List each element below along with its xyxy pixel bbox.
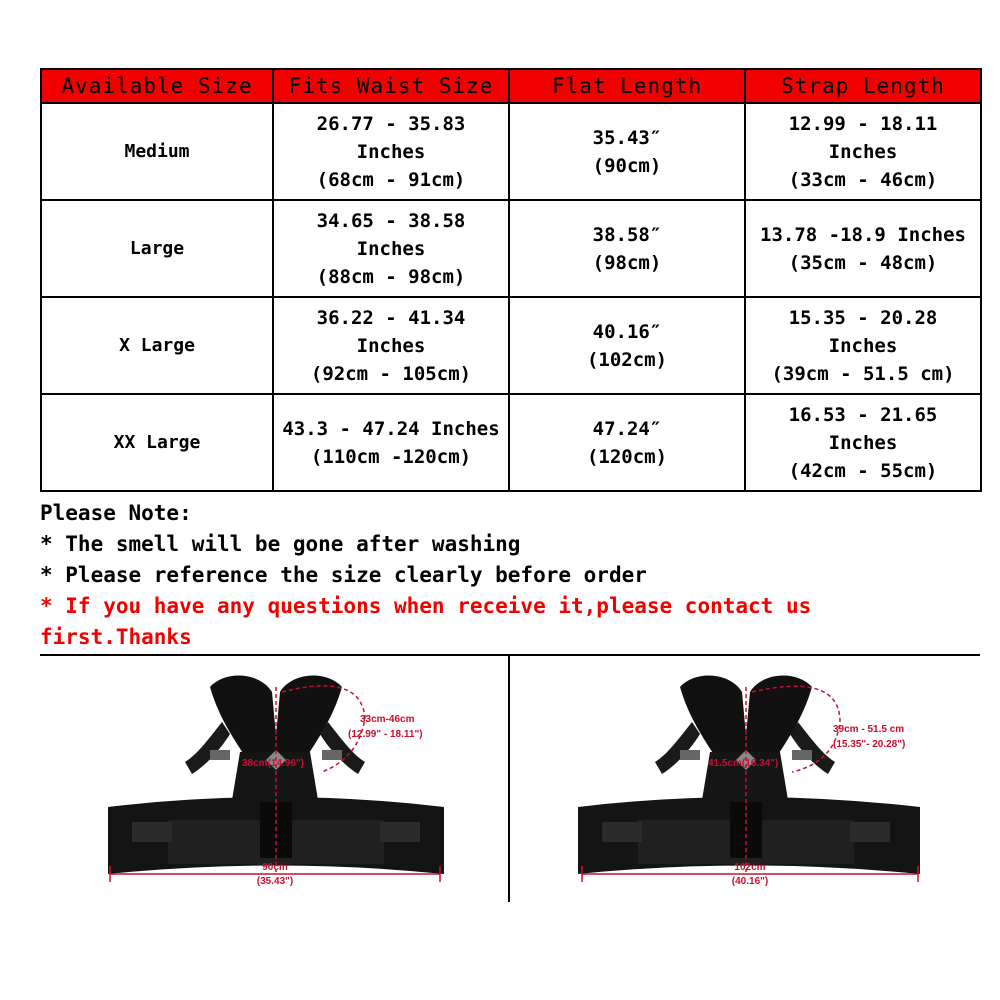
- flat-length-cell-line: 35.43″: [592, 126, 662, 149]
- size-name: XX Large: [41, 394, 273, 491]
- strap-length-cm-label: 39cm - 51.5 cm: [833, 724, 905, 735]
- waist-size-cell-line: 43.3 - 47.24 Inches: [282, 417, 500, 440]
- header-available-size: Available Size: [41, 69, 273, 103]
- strap-length-cell-line: 12.99 - 18.11: [788, 112, 938, 135]
- table-row: [41, 103, 981, 200]
- waist-size-cell: [273, 394, 509, 491]
- strap-length-cell-line: Inches: [828, 334, 898, 357]
- waist-size-cell-line: (110cm -120cm): [310, 445, 472, 468]
- vertical-divider: [508, 656, 510, 902]
- table-row: [41, 200, 981, 297]
- strap-length-inch-label: (15.35"- 20.28"): [833, 739, 906, 750]
- posture-brace-illustration-left: [60, 662, 500, 902]
- strap-length-cell: [745, 394, 981, 491]
- strap-length-cell-line: Inches: [828, 140, 898, 163]
- header-flat-length: Flat Length: [509, 69, 745, 103]
- strap-length-cell: [745, 200, 981, 297]
- flat-length-cell: [509, 394, 745, 491]
- strap-length-cell-line: (35cm - 48cm): [788, 251, 938, 274]
- strap-length-cell: [745, 297, 981, 394]
- note-reference-size: * Please reference the size clearly before order: [40, 563, 647, 587]
- flat-length-inch-label: (40.16"): [731, 876, 769, 887]
- flat-length-cell-line: 47.24″: [592, 417, 662, 440]
- flat-length-cell-line: (102cm): [586, 348, 668, 371]
- notes-section: [40, 498, 980, 653]
- table-row: [41, 394, 981, 491]
- strap-length-cell: [745, 103, 981, 200]
- flat-length-cm-label: 102cm: [734, 862, 766, 873]
- table-row: [41, 297, 981, 394]
- note-contact-line1: * If you have any questions when receive it,please contact us: [40, 594, 812, 618]
- strap-length-cell-line: 16.53 - 21.65: [788, 403, 938, 426]
- flat-length-cell-line: (120cm): [586, 445, 668, 468]
- brace-graphic: [578, 676, 920, 874]
- strap-length-cell-line: (39cm - 51.5 cm): [771, 362, 955, 385]
- flat-length-cell-line: (98cm): [592, 251, 662, 274]
- note-smell: * The smell will be gone after washing: [40, 532, 521, 556]
- strap-length-cell-line: 15.35 - 20.28: [788, 306, 938, 329]
- flat-length-inch-label: (35.43"): [256, 876, 294, 887]
- flat-length-cm-label: 90cm: [262, 862, 288, 873]
- size-name: Medium: [41, 103, 273, 200]
- waist-size-cell-line: Inches: [356, 140, 426, 163]
- size-chart-table: [40, 68, 982, 492]
- table-header-row: [41, 69, 981, 103]
- waist-size-cell: [273, 297, 509, 394]
- size-name: Large: [41, 200, 273, 297]
- posture-brace-illustration-right: [530, 662, 970, 902]
- flat-length-cell-line: 40.16″: [592, 320, 662, 343]
- notes-title: Please Note:: [40, 501, 192, 525]
- waist-size-cell-line: (88cm - 98cm): [316, 265, 466, 288]
- flat-length-cell-line: 38.58″: [592, 223, 662, 246]
- flat-height-label: 38cm(14.96"): [242, 758, 305, 769]
- table-body: [41, 103, 981, 491]
- waist-size-cell-line: (92cm - 105cm): [310, 362, 472, 385]
- strap-length-cell-line: Inches: [828, 431, 898, 454]
- horizontal-divider: [40, 654, 980, 656]
- waist-size-cell-line: (68cm - 91cm): [316, 168, 466, 191]
- waist-size-cell: [273, 200, 509, 297]
- strap-length-cm-label: 33cm-46cm: [360, 714, 415, 725]
- size-name: X Large: [41, 297, 273, 394]
- flat-length-cell-line: (90cm): [592, 154, 662, 177]
- strap-length-cell-line: (42cm - 55cm): [788, 459, 938, 482]
- waist-size-cell-line: 36.22 - 41.34: [316, 306, 466, 329]
- flat-length-cell: [509, 297, 745, 394]
- waist-size-cell-line: Inches: [356, 237, 426, 260]
- strap-length-inch-label: (12.99" - 18.11"): [348, 729, 423, 740]
- strap-length-cell-line: (33cm - 46cm): [788, 168, 938, 191]
- strap-length-cell-line: 13.78 -18.9 Inches: [760, 223, 966, 246]
- waist-size-cell: [273, 103, 509, 200]
- waist-size-cell-line: Inches: [356, 334, 426, 357]
- waist-size-cell-line: 34.65 - 38.58: [316, 209, 466, 232]
- header-strap-length: Strap Length: [745, 69, 981, 103]
- waist-size-cell-line: 26.77 - 35.83: [316, 112, 466, 135]
- header-fits-waist-size: Fits Waist Size: [273, 69, 509, 103]
- flat-length-cell: [509, 200, 745, 297]
- note-contact-line2: first.Thanks: [40, 625, 192, 649]
- flat-height-label: 41.5cm(16.34"): [708, 758, 779, 769]
- flat-length-cell: [509, 103, 745, 200]
